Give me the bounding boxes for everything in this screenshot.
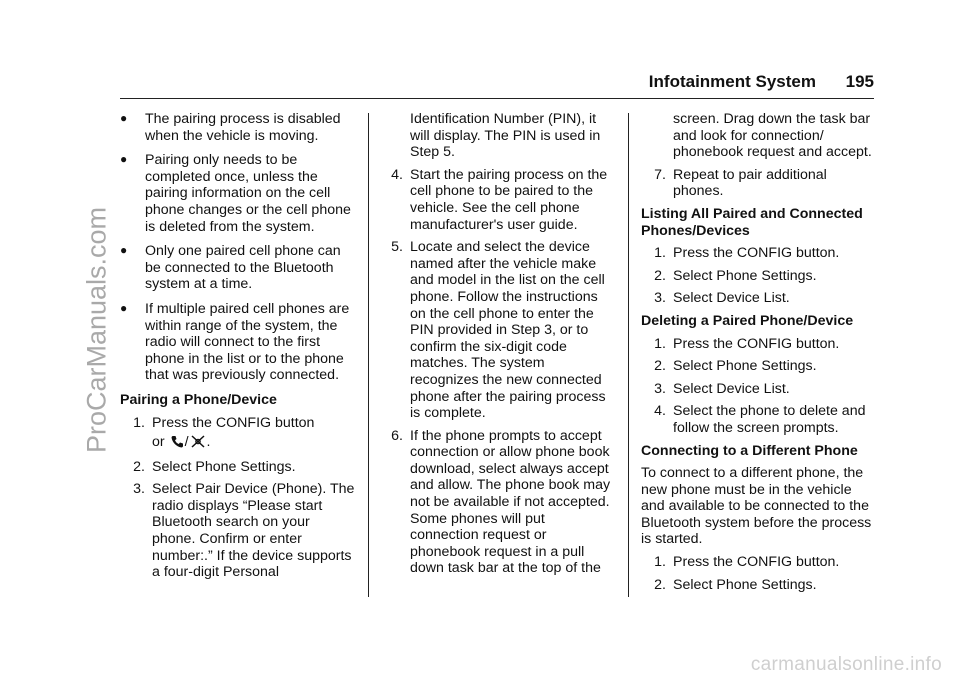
section-heading: Listing All Paired and Connected Phones/Devices [641,205,863,239]
mute-icon [191,435,205,453]
bullet-icon: ● [120,152,128,167]
step-item: 1. Press the CONFIG button or / . [120,415,356,453]
bottom-watermark: carmanualsonline.info [750,654,942,675]
page-header [120,72,874,99]
step-item: 1. Press the CONFIG button. [654,245,840,262]
column-3 [641,111,877,599]
column-divider [628,113,629,597]
step-item: 4. Select the phone to delete and follow the screen prompts. [654,403,866,436]
bullet-item: ● The pairing process is disabled when the vehicle is moving. [120,111,341,144]
column-1 [120,111,356,587]
bullet-icon: ● [120,300,128,315]
step-item: 1. Press the CONFIG button. [654,335,840,352]
step-item: 2. Select Phone Settings. [654,358,817,375]
step-item: 4. Start the pairing process on the cell phone to be paired to the vehicle. See the cell phone manufacturer's user guide. [391,166,608,233]
bullet-icon: ● [120,111,128,125]
step-item: 5. Locate and select the device named after the vehicle make and model in the list on the cell phone. Follow the instructions on the cell phone to enter the PIN provided in Step 3, or to confirm the six-digit code matches. The system recognizes the new connected phone after the pairing process is complete. [391,239,606,422]
page-number: 195 [845,72,874,91]
bullet-item: ● Pairing only needs to be completed once, unless the pairing information on the cell phone changes or the cell phone is deleted from the system. [120,152,351,235]
section-heading: Deleting a Paired Phone/Device [641,312,854,329]
column-2 [385,111,617,583]
section-heading: Pairing a Phone/Device [120,391,277,408]
bullet-item: ● Only one paired cell phone can be connected to the Bluetooth system at a time. [120,243,341,293]
step-item: 3. Select Device List. [654,380,790,397]
step-item: 3. Select Device List. [654,290,790,307]
side-watermark: ProCarManuals.com [81,206,112,454]
paragraph: To connect to a different phone, the new phone must be in the vehicle and available to be connected to the Bluetooth system before the process is started. [641,465,872,548]
bullet-item: ● If multiple paired cell phones are within range of the system, the radio will connect to the first phone in the list or to the phone that was previously connected. [120,300,350,384]
continued-text: screen. Drag down the task bar and look for connection/ phonebook request and accept. [673,111,872,161]
step-item: 6. If the phone prompts to accept connection or allow phone book download, select always accept and allow. The phone book may not be available if not accepted. Some phones will put connection request or phonebook request in a pull down task bar at the top of the [391,427,611,577]
bullet-icon: ● [120,243,128,258]
column-divider [368,113,369,597]
section-heading: Connecting to a Different Phone [641,442,858,459]
step-item: 3. Select Pair Device (Phone). The radio displays “Please start Bluetooth search on your phone. Confirm or enter number:.” If the device supports a four-digit Personal [133,481,355,581]
section-title: Infotainment System [648,72,816,91]
step-item: 1. Press the CONFIG button. [654,554,840,571]
step-item: 7. Repeat to pair additional phones. [654,166,827,200]
step-item: 2. Select Phone Settings. [654,576,817,593]
phone-icon [171,435,183,453]
continued-text: Identification Number (PIN), it will display. The PIN is used in Step 5. [410,111,601,161]
step-item: 2. Select Phone Settings. [654,267,817,284]
step-item: 2. Select Phone Settings. [133,458,296,475]
